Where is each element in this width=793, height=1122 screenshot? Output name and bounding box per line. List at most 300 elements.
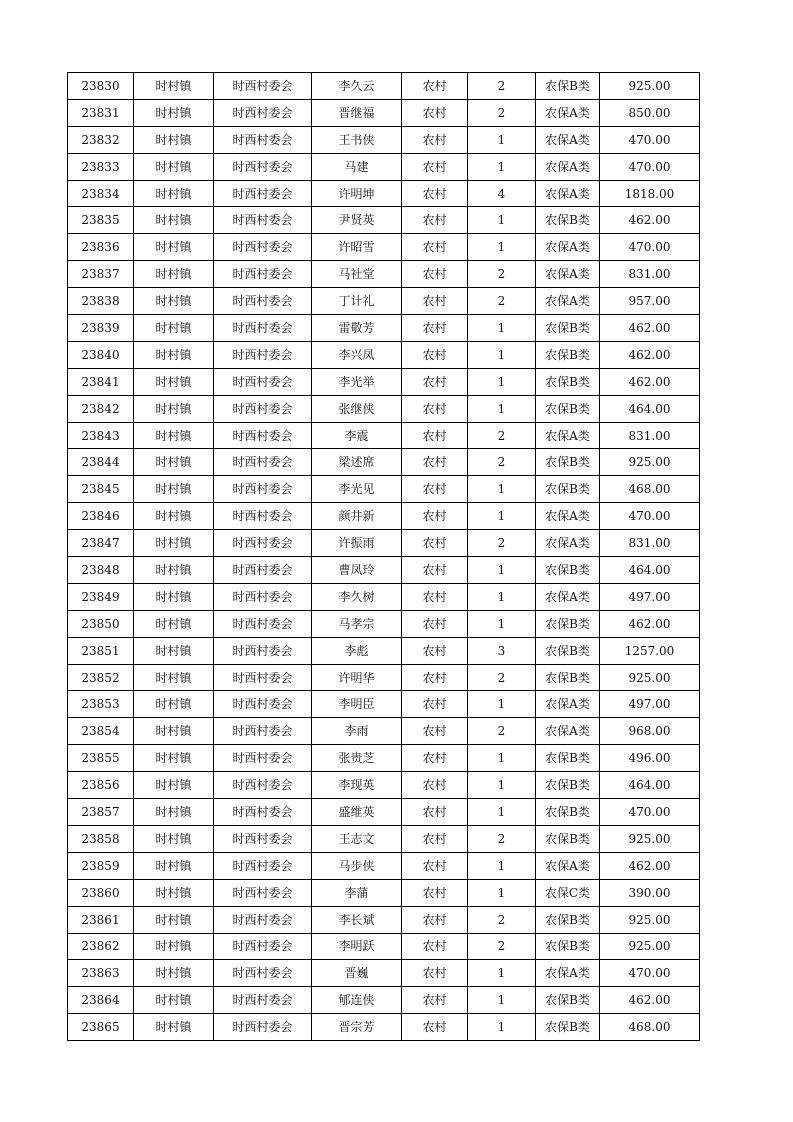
record-id-cell: 23836 — [68, 234, 134, 261]
record-id-cell: 23861 — [68, 906, 134, 933]
insurance-category-cell: 农保A类 — [536, 180, 600, 207]
town-cell: 时村镇 — [134, 718, 214, 745]
person-name-cell: 李明臣 — [312, 691, 402, 718]
insurance-category-cell: 农保B类 — [536, 610, 600, 637]
area-type-cell: 农村 — [402, 664, 468, 691]
town-cell: 时村镇 — [134, 207, 214, 234]
amount-cell: 470.00 — [600, 126, 700, 153]
household-count-cell: 1 — [468, 476, 536, 503]
amount-cell: 470.00 — [600, 153, 700, 180]
village-committee-cell: 时西村委会 — [214, 745, 312, 772]
table-row — [68, 825, 700, 852]
amount-cell: 470.00 — [600, 503, 700, 530]
town-cell: 时村镇 — [134, 341, 214, 368]
town-cell: 时村镇 — [134, 422, 214, 449]
town-cell: 时村镇 — [134, 153, 214, 180]
record-id-cell: 23838 — [68, 288, 134, 315]
insurance-category-cell: 农保B类 — [536, 557, 600, 584]
household-count-cell: 1 — [468, 799, 536, 826]
area-type-cell: 农村 — [402, 799, 468, 826]
village-committee-cell: 时西村委会 — [214, 449, 312, 476]
town-cell: 时村镇 — [134, 987, 214, 1014]
person-name-cell: 马孝宗 — [312, 610, 402, 637]
person-name-cell: 李长斌 — [312, 906, 402, 933]
town-cell: 时村镇 — [134, 395, 214, 422]
village-committee-cell: 时西村委会 — [214, 395, 312, 422]
record-id-cell: 23854 — [68, 718, 134, 745]
household-count-cell: 1 — [468, 987, 536, 1014]
village-committee-cell: 时西村委会 — [214, 73, 312, 100]
household-count-cell: 2 — [468, 933, 536, 960]
area-type-cell: 农村 — [402, 987, 468, 1014]
table-row — [68, 341, 700, 368]
record-id-cell: 23860 — [68, 879, 134, 906]
record-id-cell: 23850 — [68, 610, 134, 637]
village-committee-cell: 时西村委会 — [214, 691, 312, 718]
household-count-cell: 2 — [468, 718, 536, 745]
town-cell: 时村镇 — [134, 610, 214, 637]
person-name-cell: 李光见 — [312, 476, 402, 503]
amount-cell: 925.00 — [600, 73, 700, 100]
insurance-category-cell: 农保A类 — [536, 691, 600, 718]
insurance-category-cell: 农保A类 — [536, 99, 600, 126]
person-name-cell: 曹凤玲 — [312, 557, 402, 584]
area-type-cell: 农村 — [402, 261, 468, 288]
town-cell: 时村镇 — [134, 234, 214, 261]
table-body — [68, 73, 700, 1041]
table-row — [68, 933, 700, 960]
insurance-category-cell: 农保B类 — [536, 476, 600, 503]
table-row — [68, 73, 700, 100]
record-id-cell: 23862 — [68, 933, 134, 960]
table-row — [68, 610, 700, 637]
table-row — [68, 503, 700, 530]
village-committee-cell: 时西村委会 — [214, 852, 312, 879]
person-name-cell: 颜井新 — [312, 503, 402, 530]
person-name-cell: 许振雨 — [312, 530, 402, 557]
village-committee-cell: 时西村委会 — [214, 341, 312, 368]
household-count-cell: 1 — [468, 852, 536, 879]
record-id-cell: 23856 — [68, 772, 134, 799]
household-count-cell: 2 — [468, 449, 536, 476]
person-name-cell: 马建 — [312, 153, 402, 180]
insurance-category-cell: 农保A类 — [536, 852, 600, 879]
person-name-cell: 李震 — [312, 422, 402, 449]
area-type-cell: 农村 — [402, 691, 468, 718]
household-count-cell: 1 — [468, 368, 536, 395]
table-row — [68, 422, 700, 449]
village-committee-cell: 时西村委会 — [214, 825, 312, 852]
insurance-category-cell: 农保B类 — [536, 906, 600, 933]
person-name-cell: 丁计礼 — [312, 288, 402, 315]
village-committee-cell: 时西村委会 — [214, 772, 312, 799]
amount-cell: 470.00 — [600, 960, 700, 987]
person-name-cell: 张贵芝 — [312, 745, 402, 772]
table-row — [68, 261, 700, 288]
person-name-cell: 许明坤 — [312, 180, 402, 207]
area-type-cell: 农村 — [402, 1014, 468, 1041]
amount-cell: 831.00 — [600, 422, 700, 449]
household-count-cell: 1 — [468, 207, 536, 234]
village-committee-cell: 时西村委会 — [214, 1014, 312, 1041]
person-name-cell: 李雨 — [312, 718, 402, 745]
village-committee-cell: 时西村委会 — [214, 261, 312, 288]
record-id-cell: 23855 — [68, 745, 134, 772]
record-id-cell: 23849 — [68, 583, 134, 610]
amount-cell: 462.00 — [600, 207, 700, 234]
household-count-cell: 2 — [468, 906, 536, 933]
area-type-cell: 农村 — [402, 153, 468, 180]
insurance-category-cell: 农保B类 — [536, 315, 600, 342]
insurance-category-cell: 农保A类 — [536, 288, 600, 315]
insurance-category-cell: 农保B类 — [536, 637, 600, 664]
insurance-category-cell: 农保A类 — [536, 718, 600, 745]
area-type-cell: 农村 — [402, 341, 468, 368]
table-row — [68, 530, 700, 557]
area-type-cell: 农村 — [402, 530, 468, 557]
table-row — [68, 288, 700, 315]
amount-cell: 464.00 — [600, 772, 700, 799]
record-id-cell: 23863 — [68, 960, 134, 987]
town-cell: 时村镇 — [134, 664, 214, 691]
record-id-cell: 23853 — [68, 691, 134, 718]
record-id-cell: 23839 — [68, 315, 134, 342]
table-row — [68, 557, 700, 584]
insurance-category-cell: 农保A类 — [536, 234, 600, 261]
household-count-cell: 1 — [468, 691, 536, 718]
town-cell: 时村镇 — [134, 852, 214, 879]
insurance-category-cell: 农保B类 — [536, 825, 600, 852]
table-row — [68, 449, 700, 476]
household-count-cell: 1 — [468, 126, 536, 153]
insurance-category-cell: 农保B类 — [536, 368, 600, 395]
amount-cell: 957.00 — [600, 288, 700, 315]
amount-cell: 462.00 — [600, 987, 700, 1014]
amount-cell: 462.00 — [600, 852, 700, 879]
amount-cell: 464.00 — [600, 395, 700, 422]
area-type-cell: 农村 — [402, 852, 468, 879]
town-cell: 时村镇 — [134, 99, 214, 126]
table-row — [68, 476, 700, 503]
area-type-cell: 农村 — [402, 99, 468, 126]
record-id-cell: 23841 — [68, 368, 134, 395]
person-name-cell: 许明华 — [312, 664, 402, 691]
insurance-category-cell: 农保B类 — [536, 341, 600, 368]
amount-cell: 470.00 — [600, 234, 700, 261]
table-row — [68, 987, 700, 1014]
household-count-cell: 1 — [468, 153, 536, 180]
village-committee-cell: 时西村委会 — [214, 960, 312, 987]
record-id-cell: 23840 — [68, 341, 134, 368]
table-row — [68, 126, 700, 153]
table-row — [68, 906, 700, 933]
area-type-cell: 农村 — [402, 126, 468, 153]
household-count-cell: 1 — [468, 395, 536, 422]
person-name-cell: 马社堂 — [312, 261, 402, 288]
household-count-cell: 2 — [468, 422, 536, 449]
record-id-cell: 23846 — [68, 503, 134, 530]
village-committee-cell: 时西村委会 — [214, 664, 312, 691]
area-type-cell: 农村 — [402, 610, 468, 637]
person-name-cell: 李久树 — [312, 583, 402, 610]
person-name-cell: 王书侠 — [312, 126, 402, 153]
area-type-cell: 农村 — [402, 368, 468, 395]
table-row — [68, 879, 700, 906]
record-id-cell: 23835 — [68, 207, 134, 234]
household-count-cell: 2 — [468, 288, 536, 315]
insurance-category-cell: 农保B类 — [536, 449, 600, 476]
town-cell: 时村镇 — [134, 825, 214, 852]
area-type-cell: 农村 — [402, 772, 468, 799]
person-name-cell: 李现英 — [312, 772, 402, 799]
household-count-cell: 1 — [468, 772, 536, 799]
record-id-cell: 23852 — [68, 664, 134, 691]
household-count-cell: 1 — [468, 315, 536, 342]
household-count-cell: 1 — [468, 610, 536, 637]
household-count-cell: 1 — [468, 234, 536, 261]
records-table — [67, 72, 700, 1041]
amount-cell: 831.00 — [600, 530, 700, 557]
amount-cell: 925.00 — [600, 825, 700, 852]
village-committee-cell: 时西村委会 — [214, 180, 312, 207]
town-cell: 时村镇 — [134, 368, 214, 395]
town-cell: 时村镇 — [134, 933, 214, 960]
table-row — [68, 583, 700, 610]
village-committee-cell: 时西村委会 — [214, 583, 312, 610]
area-type-cell: 农村 — [402, 422, 468, 449]
record-id-cell: 23837 — [68, 261, 134, 288]
area-type-cell: 农村 — [402, 960, 468, 987]
person-name-cell: 马步侠 — [312, 852, 402, 879]
household-count-cell: 1 — [468, 341, 536, 368]
area-type-cell: 农村 — [402, 234, 468, 261]
village-committee-cell: 时西村委会 — [214, 288, 312, 315]
amount-cell: 968.00 — [600, 718, 700, 745]
amount-cell: 468.00 — [600, 476, 700, 503]
table-row — [68, 1014, 700, 1041]
village-committee-cell: 时西村委会 — [214, 476, 312, 503]
area-type-cell: 农村 — [402, 449, 468, 476]
insurance-category-cell: 农保A类 — [536, 422, 600, 449]
household-count-cell: 2 — [468, 825, 536, 852]
village-committee-cell: 时西村委会 — [214, 799, 312, 826]
record-id-cell: 23844 — [68, 449, 134, 476]
amount-cell: 462.00 — [600, 341, 700, 368]
insurance-category-cell: 农保B类 — [536, 664, 600, 691]
amount-cell: 925.00 — [600, 906, 700, 933]
table-row — [68, 852, 700, 879]
insurance-category-cell: 农保B类 — [536, 933, 600, 960]
record-id-cell: 23833 — [68, 153, 134, 180]
insurance-category-cell: 农保A类 — [536, 126, 600, 153]
area-type-cell: 农村 — [402, 825, 468, 852]
amount-cell: 1818.00 — [600, 180, 700, 207]
village-committee-cell: 时西村委会 — [214, 879, 312, 906]
amount-cell: 462.00 — [600, 610, 700, 637]
person-name-cell: 张继侠 — [312, 395, 402, 422]
person-name-cell: 李明跃 — [312, 933, 402, 960]
town-cell: 时村镇 — [134, 772, 214, 799]
household-count-cell: 4 — [468, 180, 536, 207]
household-count-cell: 1 — [468, 557, 536, 584]
area-type-cell: 农村 — [402, 476, 468, 503]
table-row — [68, 153, 700, 180]
person-name-cell: 李兴凤 — [312, 341, 402, 368]
household-count-cell: 2 — [468, 530, 536, 557]
area-type-cell: 农村 — [402, 718, 468, 745]
record-id-cell: 23845 — [68, 476, 134, 503]
town-cell: 时村镇 — [134, 73, 214, 100]
amount-cell: 497.00 — [600, 583, 700, 610]
household-count-cell: 2 — [468, 99, 536, 126]
record-id-cell: 23851 — [68, 637, 134, 664]
village-committee-cell: 时西村委会 — [214, 933, 312, 960]
insurance-category-cell: 农保B类 — [536, 207, 600, 234]
village-committee-cell: 时西村委会 — [214, 99, 312, 126]
area-type-cell: 农村 — [402, 583, 468, 610]
town-cell: 时村镇 — [134, 745, 214, 772]
area-type-cell: 农村 — [402, 557, 468, 584]
village-committee-cell: 时西村委会 — [214, 610, 312, 637]
area-type-cell: 农村 — [402, 180, 468, 207]
table-row — [68, 691, 700, 718]
insurance-category-cell: 农保B类 — [536, 73, 600, 100]
village-committee-cell: 时西村委会 — [214, 368, 312, 395]
table-row — [68, 799, 700, 826]
amount-cell: 462.00 — [600, 315, 700, 342]
record-id-cell: 23832 — [68, 126, 134, 153]
record-id-cell: 23859 — [68, 852, 134, 879]
area-type-cell: 农村 — [402, 395, 468, 422]
insurance-category-cell: 农保B类 — [536, 1014, 600, 1041]
insurance-category-cell: 农保B类 — [536, 395, 600, 422]
area-type-cell: 农村 — [402, 73, 468, 100]
person-name-cell: 王志文 — [312, 825, 402, 852]
area-type-cell: 农村 — [402, 637, 468, 664]
town-cell: 时村镇 — [134, 583, 214, 610]
amount-cell: 390.00 — [600, 879, 700, 906]
table-row — [68, 718, 700, 745]
table-row — [68, 664, 700, 691]
amount-cell: 496.00 — [600, 745, 700, 772]
record-id-cell: 23842 — [68, 395, 134, 422]
person-name-cell: 雷敬芳 — [312, 315, 402, 342]
village-committee-cell: 时西村委会 — [214, 234, 312, 261]
person-name-cell: 梁述席 — [312, 449, 402, 476]
household-count-cell: 1 — [468, 1014, 536, 1041]
person-name-cell: 李光举 — [312, 368, 402, 395]
table-row — [68, 315, 700, 342]
table-row — [68, 180, 700, 207]
town-cell: 时村镇 — [134, 1014, 214, 1041]
table-row — [68, 207, 700, 234]
town-cell: 时村镇 — [134, 315, 214, 342]
village-committee-cell: 时西村委会 — [214, 530, 312, 557]
insurance-category-cell: 农保B类 — [536, 745, 600, 772]
village-committee-cell: 时西村委会 — [214, 207, 312, 234]
household-count-cell: 2 — [468, 73, 536, 100]
village-committee-cell: 时西村委会 — [214, 126, 312, 153]
town-cell: 时村镇 — [134, 503, 214, 530]
person-name-cell: 尹贤英 — [312, 207, 402, 234]
village-committee-cell: 时西村委会 — [214, 557, 312, 584]
table-row — [68, 637, 700, 664]
town-cell: 时村镇 — [134, 637, 214, 664]
town-cell: 时村镇 — [134, 288, 214, 315]
record-id-cell: 23831 — [68, 99, 134, 126]
village-committee-cell: 时西村委会 — [214, 906, 312, 933]
insurance-category-cell: 农保A类 — [536, 153, 600, 180]
table-row — [68, 234, 700, 261]
insurance-category-cell: 农保A类 — [536, 583, 600, 610]
village-committee-cell: 时西村委会 — [214, 987, 312, 1014]
household-count-cell: 1 — [468, 960, 536, 987]
record-id-cell: 23834 — [68, 180, 134, 207]
amount-cell: 925.00 — [600, 933, 700, 960]
record-id-cell: 23848 — [68, 557, 134, 584]
insurance-category-cell: 农保B类 — [536, 987, 600, 1014]
insurance-category-cell: 农保A类 — [536, 530, 600, 557]
record-id-cell: 23858 — [68, 825, 134, 852]
area-type-cell: 农村 — [402, 879, 468, 906]
town-cell: 时村镇 — [134, 476, 214, 503]
record-id-cell: 23847 — [68, 530, 134, 557]
village-committee-cell: 时西村委会 — [214, 315, 312, 342]
table-row — [68, 368, 700, 395]
record-id-cell: 23843 — [68, 422, 134, 449]
household-count-cell: 1 — [468, 583, 536, 610]
town-cell: 时村镇 — [134, 449, 214, 476]
amount-cell: 468.00 — [600, 1014, 700, 1041]
household-count-cell: 2 — [468, 664, 536, 691]
person-name-cell: 李彪 — [312, 637, 402, 664]
record-id-cell: 23864 — [68, 987, 134, 1014]
area-type-cell: 农村 — [402, 933, 468, 960]
amount-cell: 462.00 — [600, 368, 700, 395]
household-count-cell: 1 — [468, 503, 536, 530]
insurance-category-cell: 农保C类 — [536, 879, 600, 906]
record-id-cell: 23865 — [68, 1014, 134, 1041]
area-type-cell: 农村 — [402, 745, 468, 772]
town-cell: 时村镇 — [134, 691, 214, 718]
amount-cell: 497.00 — [600, 691, 700, 718]
household-count-cell: 1 — [468, 745, 536, 772]
household-count-cell: 3 — [468, 637, 536, 664]
area-type-cell: 农村 — [402, 503, 468, 530]
amount-cell: 1257.00 — [600, 637, 700, 664]
person-name-cell: 郇连侠 — [312, 987, 402, 1014]
village-committee-cell: 时西村委会 — [214, 153, 312, 180]
insurance-category-cell: 农保A类 — [536, 503, 600, 530]
record-id-cell: 23830 — [68, 73, 134, 100]
person-name-cell: 许昭雪 — [312, 234, 402, 261]
insurance-category-cell: 农保A类 — [536, 960, 600, 987]
person-name-cell: 李蒲 — [312, 879, 402, 906]
person-name-cell: 晋继福 — [312, 99, 402, 126]
insurance-category-cell: 农保B类 — [536, 799, 600, 826]
insurance-category-cell: 农保A类 — [536, 261, 600, 288]
village-committee-cell: 时西村委会 — [214, 718, 312, 745]
table-row — [68, 772, 700, 799]
town-cell: 时村镇 — [134, 906, 214, 933]
amount-cell: 850.00 — [600, 99, 700, 126]
household-count-cell: 1 — [468, 879, 536, 906]
household-count-cell: 2 — [468, 261, 536, 288]
area-type-cell: 农村 — [402, 315, 468, 342]
person-name-cell: 李久云 — [312, 73, 402, 100]
town-cell: 时村镇 — [134, 557, 214, 584]
person-name-cell: 盛维英 — [312, 799, 402, 826]
